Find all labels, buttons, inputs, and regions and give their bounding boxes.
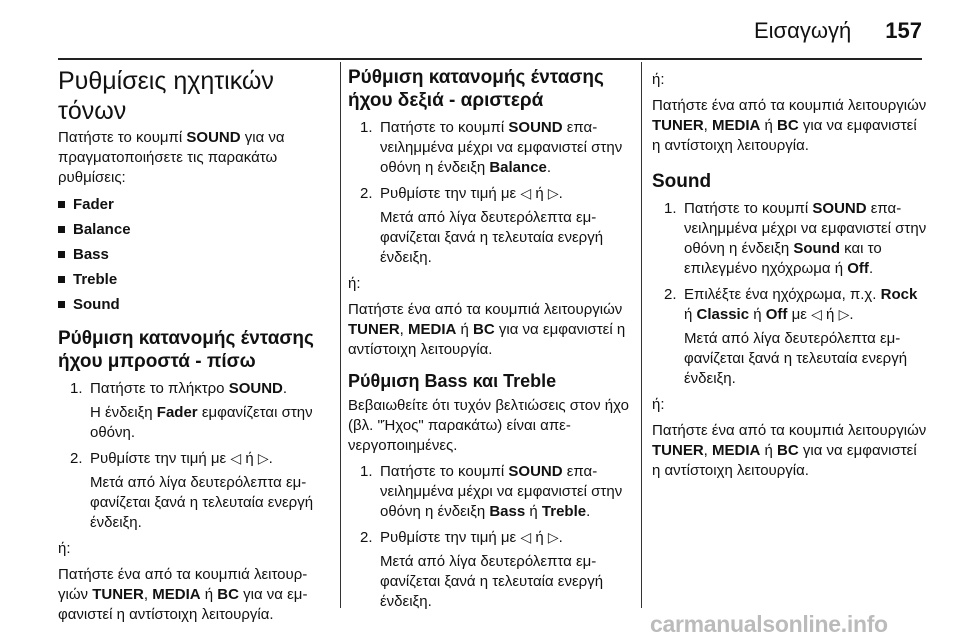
or-label: ή: bbox=[652, 71, 665, 88]
fader-heading: Ρύθμιση κατανομής έντασης ήχου μπροστά - πίσω bbox=[58, 328, 314, 372]
settings-list bbox=[58, 194, 330, 315]
step-item: 1. Πατήστε το κουμπί SOUND επανειλημμένα μέχρι να εμφανιστεί στην οθόνη η ένδειξη Balance. bbox=[360, 119, 623, 176]
header-rule bbox=[58, 58, 922, 60]
bullet-square-icon bbox=[58, 251, 65, 258]
fader-steps bbox=[58, 379, 330, 533]
arrow-left-icon: ◁ bbox=[520, 186, 532, 202]
arrow-left-icon: ◁ bbox=[230, 451, 242, 467]
list-item: Treble bbox=[58, 269, 330, 290]
page-number: 157 bbox=[885, 18, 922, 43]
arrow-left-icon: ◁ bbox=[520, 530, 532, 546]
bullet-square-icon bbox=[58, 301, 65, 308]
bass-intro: Βεβαιωθείτε ότι τυχόν βελτιώσεις στον ήχο (βλ. "Ήχος" παρακάτω) είναι απενεργοποιημένες. bbox=[348, 397, 629, 454]
arrow-left-icon: ◁ bbox=[811, 307, 822, 323]
column-divider-1 bbox=[340, 62, 341, 608]
column-divider-2 bbox=[641, 62, 642, 608]
arrow-right-icon: ▷ bbox=[257, 451, 269, 467]
balance-heading: Ρύθμιση κατανομής έντασης ήχου δεξιά - αριστερά bbox=[348, 67, 604, 111]
step-item: 1. Πατήστε το κουμπί SOUND επανειλημμένα μέχρι να εμφανιστεί στην οθόνη η ένδειξη Bass ή Treble. bbox=[360, 463, 623, 520]
alt-paragraph: Πατήστε ένα από τα κουμπιά λειτουργιών TUNER, MEDIA ή BC για να εμφανιστεί η αντίστοιχη λειτουργία. bbox=[58, 566, 308, 623]
alt-paragraph: Πατήστε ένα από τα κουμπιά λειτουργιών TUNER, MEDIA ή BC για να εμφανιστεί η αντίστοιχη λειτουργία. bbox=[348, 301, 626, 358]
arrow-right-icon: ▷ bbox=[838, 307, 850, 323]
balance-steps bbox=[348, 118, 630, 268]
step-item: 1. Πατήστε το πλήκτρο SOUND. Η ένδειξη Fader εμφανίζεται στην οθόνη. bbox=[70, 380, 313, 441]
column-2 bbox=[348, 62, 630, 618]
page-title: Ρυθμίσεις ηχητικών τόνων bbox=[58, 67, 274, 125]
sound-steps bbox=[652, 199, 927, 389]
bullet-square-icon bbox=[58, 276, 65, 283]
arrow-right-icon: ▷ bbox=[547, 530, 559, 546]
section-title: Εισαγωγή bbox=[754, 18, 852, 43]
or-label: ή: bbox=[348, 275, 361, 292]
step-item: 2. Ρυθμίστε την τιμή με ◁ ή ▷. Μετά από λίγα δευτερόλεπτα εμφανίζεται ξανά η τελευταία ενεργή ένδειξη. bbox=[70, 450, 314, 531]
watermark: carmanualsonline.info bbox=[650, 611, 888, 637]
column-1 bbox=[58, 62, 330, 631]
or-label: ή: bbox=[652, 396, 665, 413]
intro-paragraph: Πατήστε το κουμπί SOUND για να πραγματοποιήσετε τις παρακάτω ρυθμίσεις: bbox=[58, 129, 285, 186]
bullet-square-icon bbox=[58, 201, 65, 208]
list-item: Balance bbox=[58, 219, 330, 240]
step-item: 2. Ρυθμίστε την τιμή με ◁ ή ▷. Μετά από λίγα δευτερόλεπτα εμφανίζεται ξανά η τελευταία ενεργή ένδειξη. bbox=[360, 529, 604, 610]
page-header bbox=[754, 18, 922, 44]
column-3 bbox=[652, 62, 927, 487]
alt-paragraph: Πατήστε ένα από τα κουμπιά λειτουργιών TUNER, MEDIA ή BC για να εμφανιστεί η αντίστοιχη λειτουργία. bbox=[652, 422, 927, 479]
step-item: 2. Ρυθμίστε την τιμή με ◁ ή ▷. Μετά από λίγα δευτερόλεπτα εμφανίζεται ξανά η τελευταία ενεργή ένδειξη. bbox=[360, 185, 604, 266]
alt-paragraph: Πατήστε ένα από τα κουμπιά λειτουργιών TUNER, MEDIA ή BC για να εμφανιστεί η αντίστοιχη λειτουργία. bbox=[652, 97, 927, 154]
list-item: Sound bbox=[58, 294, 330, 315]
arrow-right-icon: ▷ bbox=[547, 186, 559, 202]
sound-heading: Sound bbox=[652, 171, 712, 192]
list-item: Bass bbox=[58, 244, 330, 265]
list-item: Fader bbox=[58, 194, 330, 215]
step-item: 2. Επιλέξτε ένα ηχόχρωμα, π.χ. Rock ή Classic ή Off με ◁ ή ▷. Μετά από λίγα δευτερόλεπτα εμφανίζεται ξανά η τελευταία ενεργή ένδειξη. bbox=[664, 286, 918, 387]
or-label: ή: bbox=[58, 540, 71, 557]
step-item: 1. Πατήστε το κουμπί SOUND επανειλημμένα μέχρι να εμφανιστεί στην οθόνη η ένδειξη Sound και το επιλεγμένο ηχόχρωμα ή Off. bbox=[664, 200, 927, 277]
bullet-square-icon bbox=[58, 226, 65, 233]
bass-treble-heading: Ρύθμιση Bass και Treble bbox=[348, 371, 557, 391]
bass-treble-steps bbox=[348, 462, 630, 612]
